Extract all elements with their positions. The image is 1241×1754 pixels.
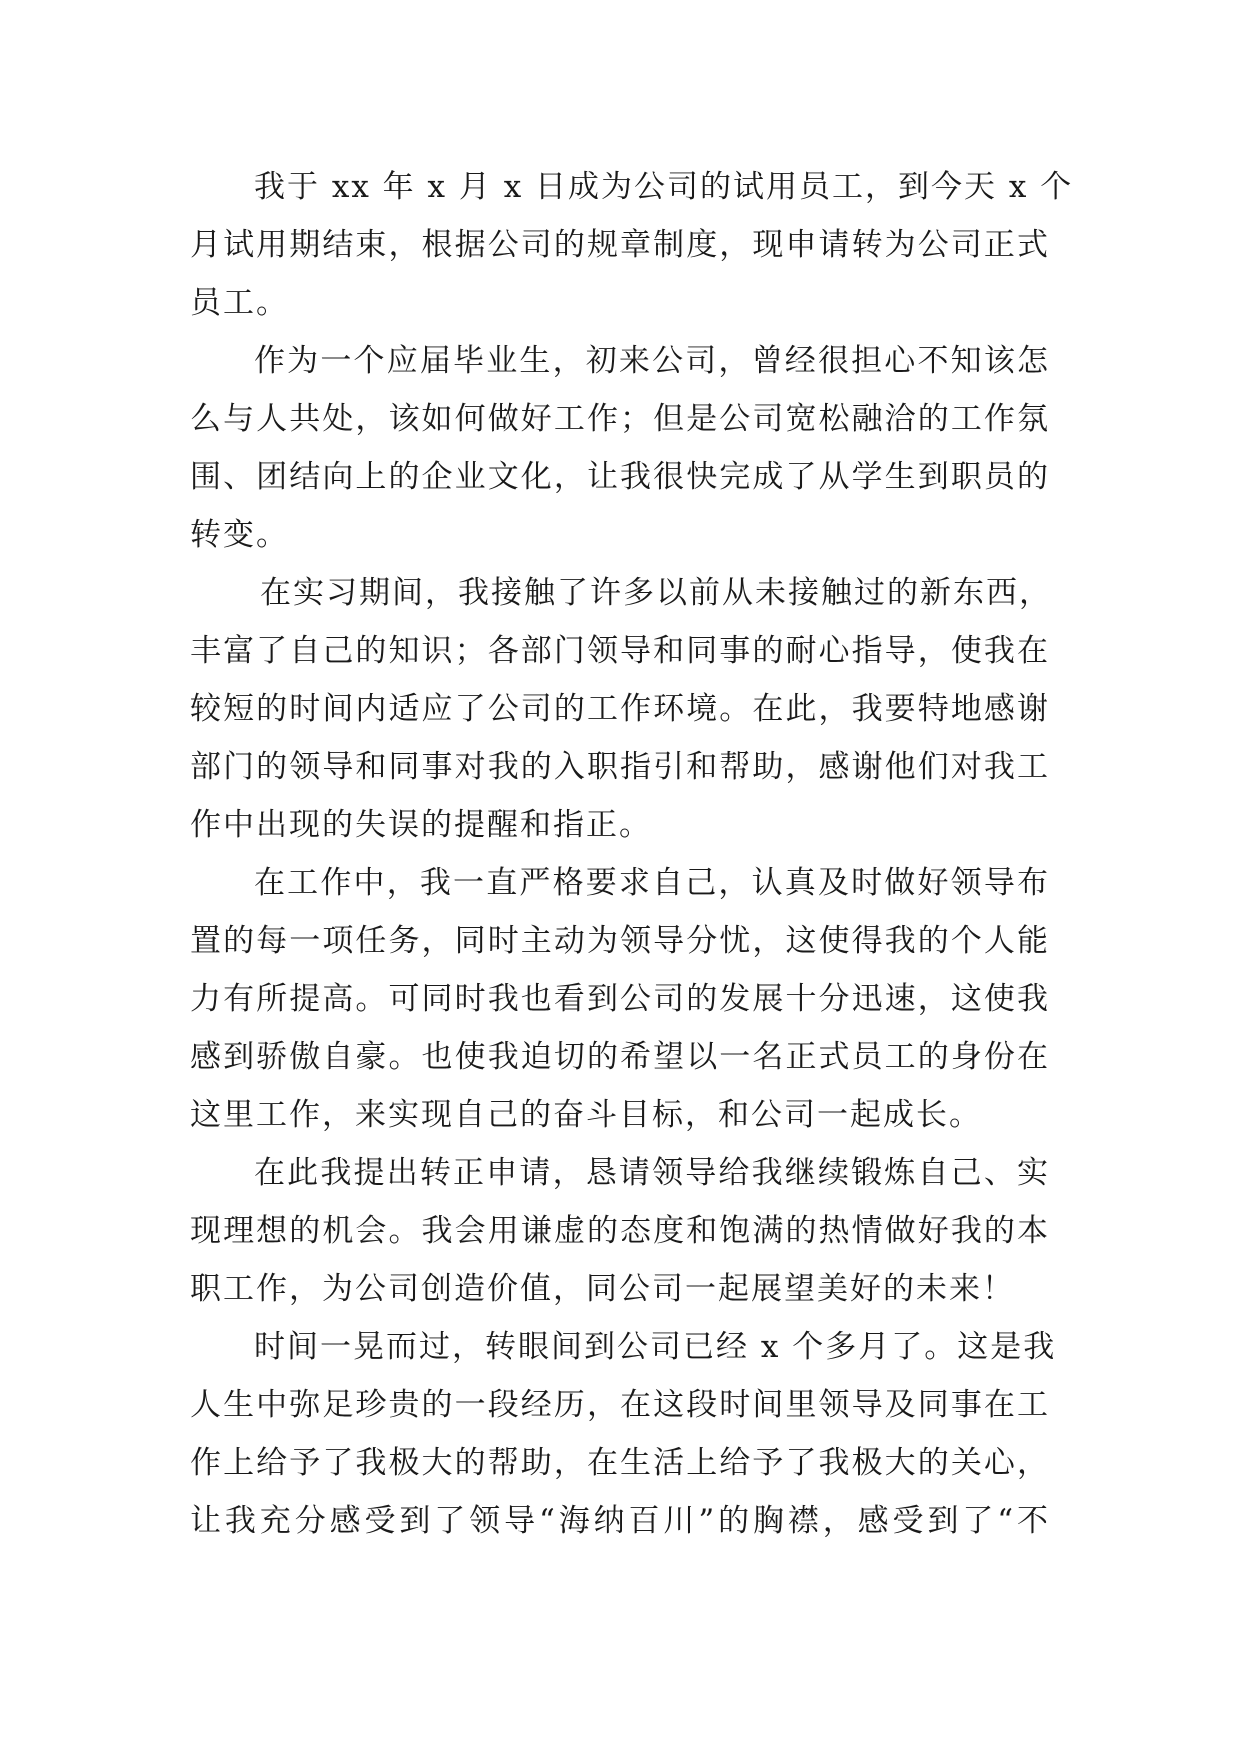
text-line: 作上给予了我极大的帮助，在生活上给予了我极大的关心，: [190, 1445, 1050, 1481]
text-line: 作中出现的失误的提醒和指正。: [190, 807, 652, 843]
paragraph-5: [190, 1144, 1050, 1318]
text-line: 么与人共处，该如何做好工作；但是公司宽松融洽的工作氛: [190, 401, 1050, 437]
text-line: 在实习期间，我接触了许多以前从未接触过的新东西，: [260, 575, 1052, 611]
paragraph-2: [190, 332, 1050, 564]
text-line: 较短的时间内适应了公司的工作环境。在此，我要特地感谢: [190, 691, 1050, 727]
text-line: 这里工作，来实现自己的奋斗目标，和公司一起成长。: [190, 1097, 982, 1133]
text-line: 在工作中，我一直严格要求自己，认真及时做好领导布: [254, 865, 1050, 901]
text-line: 力有所提高。可同时我也看到公司的发展十分迅速，这使我: [190, 981, 1050, 1017]
text-line: 月试用期结束，根据公司的规章制度，现申请转为公司正式: [190, 227, 1050, 263]
text-line: 现理想的机会。我会用谦虚的态度和饱满的热情做好我的本: [190, 1213, 1050, 1249]
text-line: 转变。: [190, 517, 289, 553]
text-line: 感到骄傲自豪。也使我迫切的希望以一名正式员工的身份在: [190, 1039, 1050, 1075]
text-line: 置的每一项任务，同时主动为领导分忧，这使得我的个人能: [190, 923, 1050, 959]
document-body: [190, 158, 1074, 1550]
text-line: 员工。: [190, 285, 289, 321]
paragraph-3: [190, 564, 1050, 854]
paragraph-1: [190, 158, 1074, 332]
text-line: 作为一个应届毕业生，初来公司，曾经很担心不知该怎: [254, 343, 1050, 379]
paragraph-4: [190, 854, 1050, 1144]
text-line: 时间一晃而过，转眼间到公司已经 x 个多月了。这是我: [254, 1329, 1057, 1365]
text-line: 职工作，为公司创造价值，同公司一起展望美好的未来！: [190, 1271, 1015, 1307]
text-line: 丰富了自己的知识；各部门领导和同事的耐心指导，使我在: [190, 633, 1050, 669]
text-line: 人生中弥足珍贵的一段经历，在这段时间里领导及同事在工: [190, 1387, 1050, 1423]
paragraph-6: [190, 1318, 1057, 1550]
text-line: 围、团结向上的企业文化，让我很快完成了从学生到职员的: [190, 459, 1050, 495]
text-line: 让我充分感受到了领导“海纳百川”的胸襟，感受到了“不: [190, 1503, 1050, 1539]
text-line: 部门的领导和同事对我的入职指引和帮助，感谢他们对我工: [190, 749, 1050, 785]
text-line: 在此我提出转正申请，恳请领导给我继续锻炼自己、实: [254, 1155, 1050, 1191]
text-line: 我于 xx 年 x 月 x 日成为公司的试用员工，到今天 x 个: [254, 169, 1074, 205]
